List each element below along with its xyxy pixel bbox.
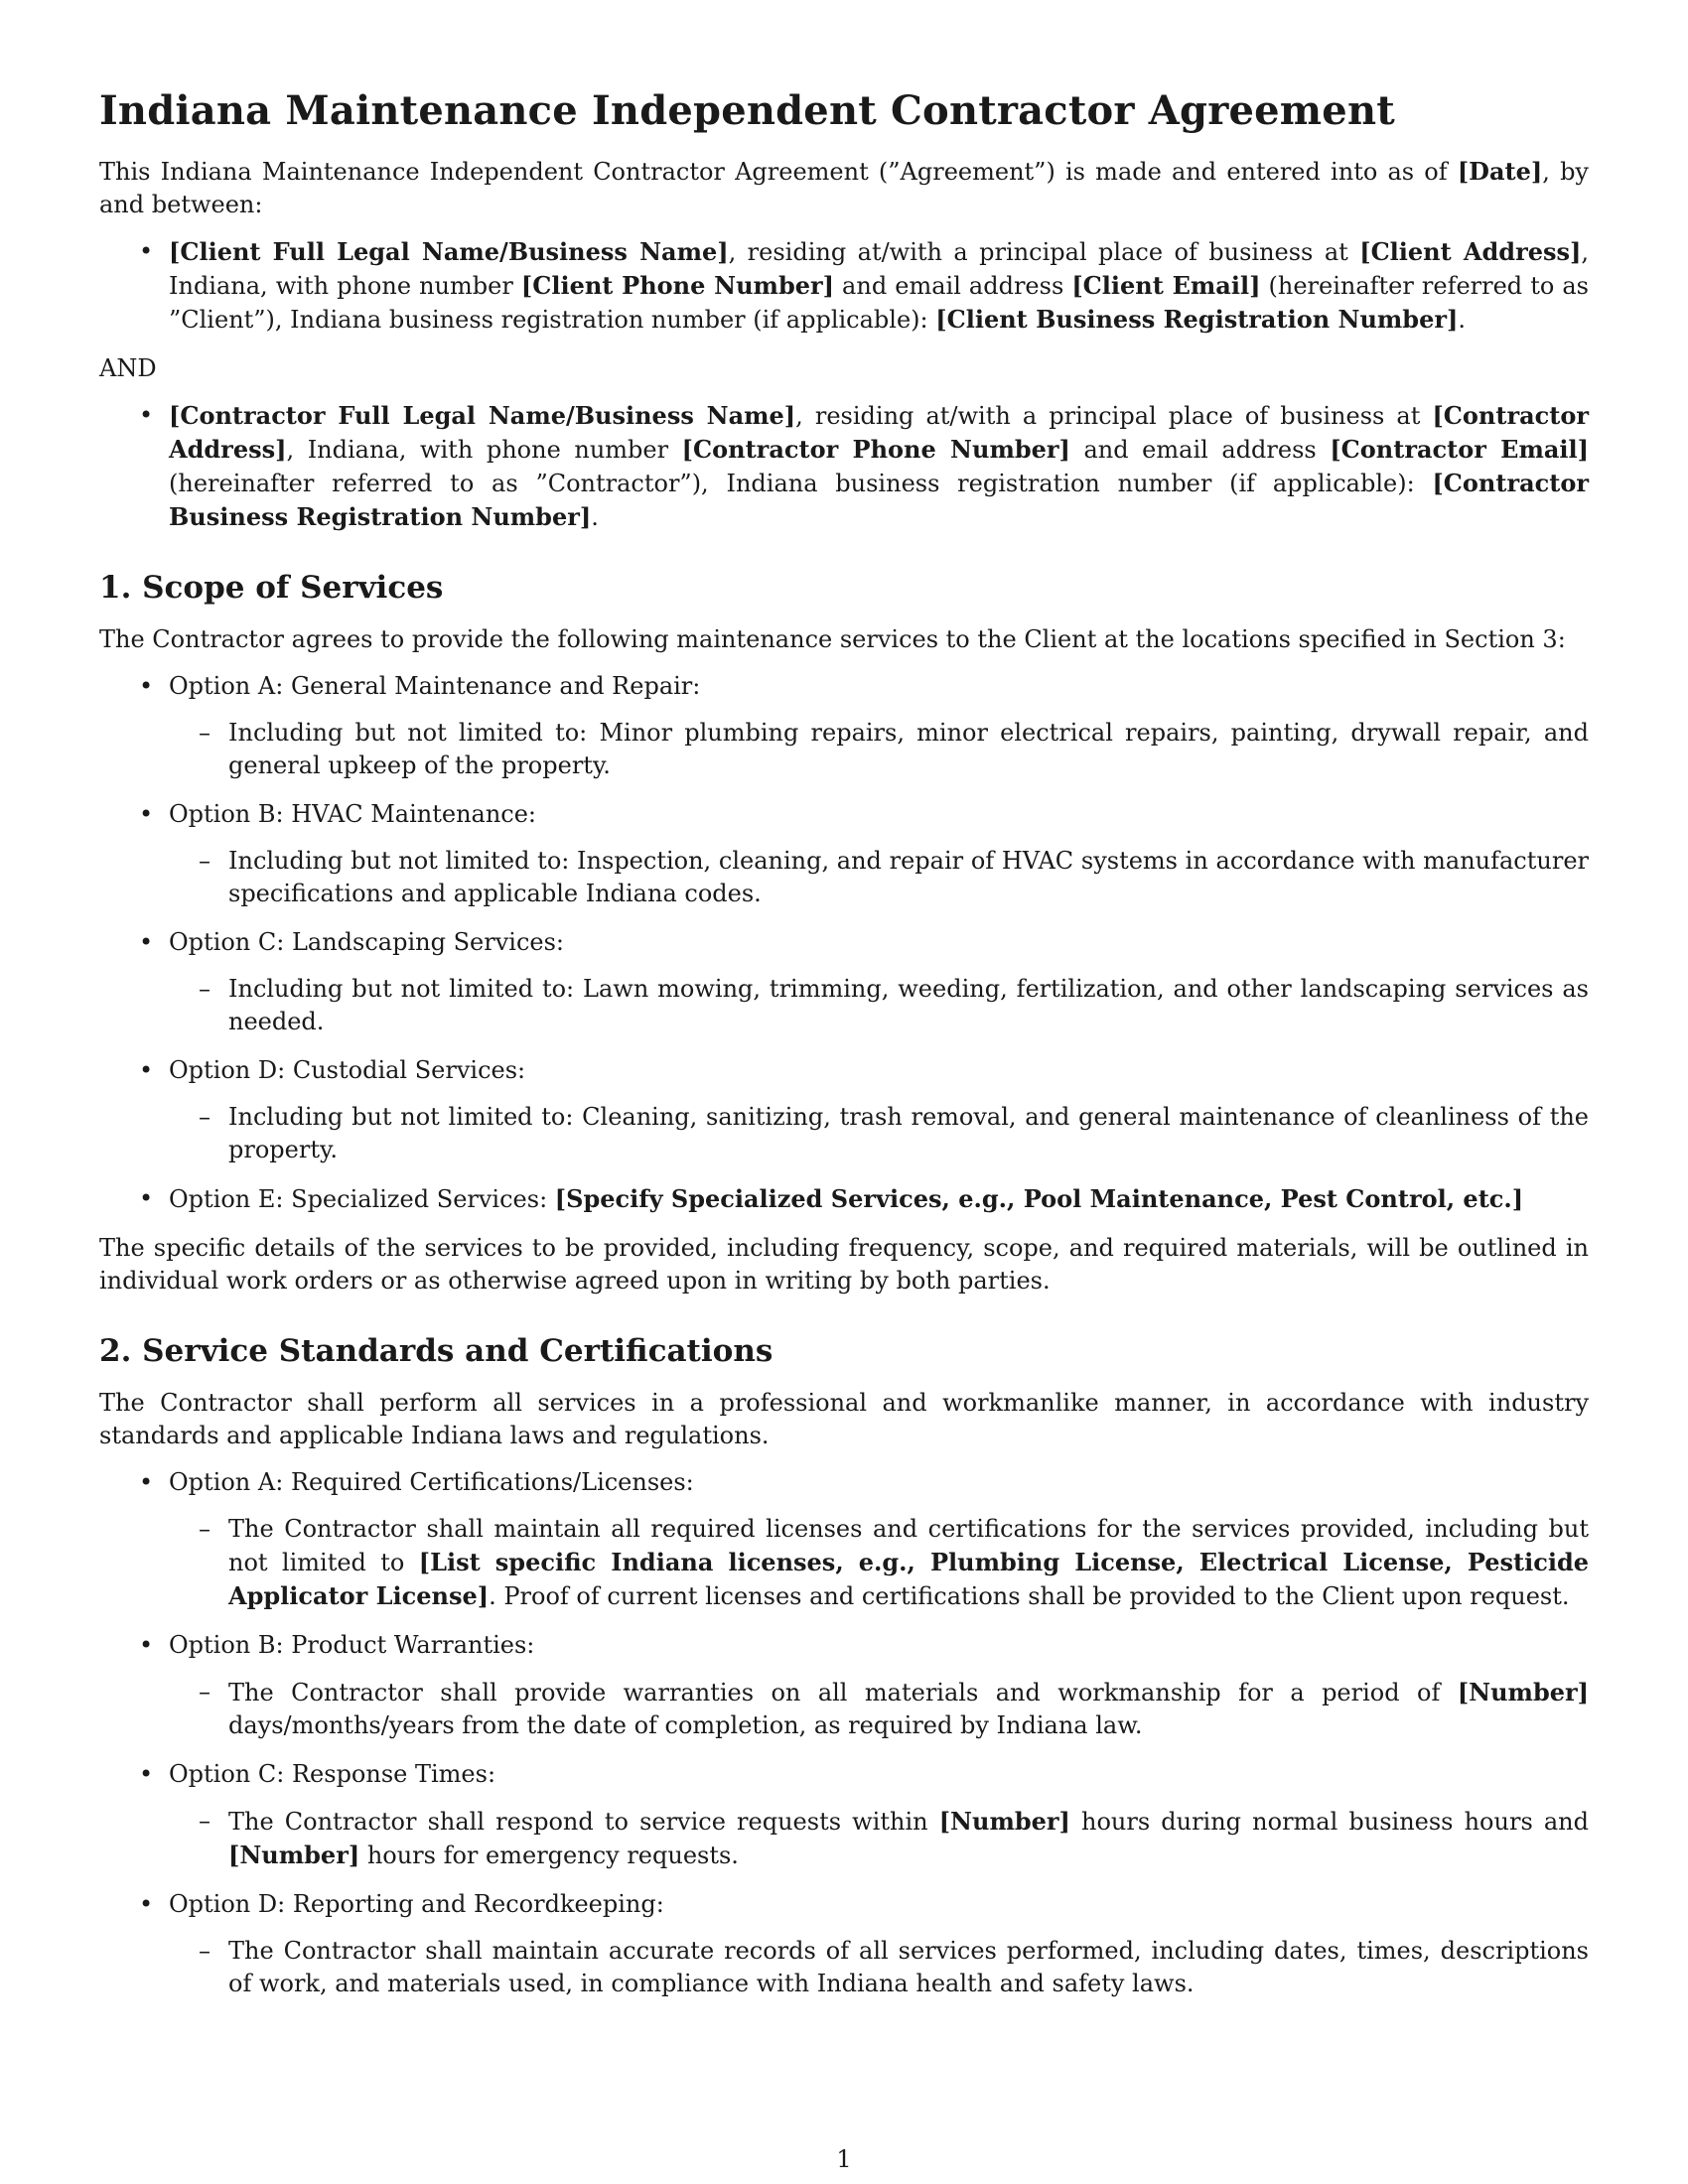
client-party-list: [99, 235, 1589, 337]
option-item: • Option C: Response Times: – The Contractor shall respond to service requests within [Number] hours during normal business hours and [Number] hours for emergency requests.: [99, 1758, 1589, 1872]
option-item: • Option B: Product Warranties: – The Contractor shall provide warranties on all materials and workmanship for a period of [Number] days/months/years from the date of completion, as required by Indiana law.: [99, 1629, 1589, 1742]
option-item: • Option D: Reporting and Recordkeeping: – The Contractor shall maintain accurate records of all services performed, including dates, times, descriptions of work, and materials used, in compliance with Indiana health and safety laws.: [99, 1888, 1589, 2000]
contractor-party: • [Contractor Full Legal Name/Business Name], residing at/with a principal place of business at [Contractor Address], Indiana, with phone number [Contractor Phone Number] and email address [Contractor Email] (hereinafter referred to as ”Contractor”), Indiana business registration number (if applicable): [Contractor Business Registration Number].: [99, 399, 1589, 534]
option-item: • Option D: Custodial Services: – Including but not limited to: Cleaning, sanitizing, trash removal, and general maintenance of cleanliness of the property.: [99, 1054, 1589, 1166]
option-item: • Option E: Specialized Services: [Specify Specialized Services, e.g., Pool Maintenance, Pest Control, etc.]: [99, 1182, 1589, 1216]
option-detail: – The Contractor shall maintain all required licenses and certifications for the services provided, including but not limited to [List specific Indiana licenses, e.g., Plumbing License, Electrical License, Pesticide Applicator License]. Proof of current licenses and certifications shall be provided to the Client upon request.: [169, 1513, 1589, 1613]
option-detail: – The Contractor shall maintain accurate records of all services performed, including dates, times, descriptions of work, and materials used, in compliance with Indiana health and safety laws.: [169, 1935, 1589, 2000]
option-detail: – The Contractor shall provide warranties on all materials and workmanship for a period of [Number] days/months/years from the date of completion, as required by Indiana law.: [169, 1676, 1589, 1742]
option-detail: – Including but not limited to: Lawn mowing, trimming, weeding, fertilization, and other landscaping services as needed.: [169, 973, 1589, 1038]
section-1-outro: The specific details of the services to be provided, including frequency, scope, and required materials, will be outlined in individual work orders or as otherwise agreed upon in writing by both parties.: [99, 1234, 1589, 1295]
page-number: 1: [836, 2145, 852, 2173]
section-2-intro: The Contractor shall perform all services in a professional and workmanlike manner, in accordance with industry standards and applicable Indiana laws and regulations.: [99, 1389, 1589, 1449]
document-title: Indiana Maintenance Independent Contractor Agreement: [99, 87, 1395, 134]
intro-paragraph: This Indiana Maintenance Independent Contractor Agreement (”Agreement”) is made and entered into as of [Date], by and between:: [99, 157, 1589, 218]
section-1-heading: 1. Scope of Services: [99, 570, 444, 606]
option-detail: – The Contractor shall respond to service requests within [Number] hours during normal business hours and [Number] hours for emergency requests.: [169, 1805, 1589, 1872]
document-page: [99, 87, 1589, 2016]
option-item: • Option B: HVAC Maintenance: – Including but not limited to: Inspection, cleaning, and repair of HVAC systems in accordance with manufacturer specifications and applicable Indiana codes.: [99, 798, 1589, 910]
section-2-heading: 2. Service Standards and Certifications: [99, 1333, 774, 1369]
client-party: • [Client Full Legal Name/Business Name], residing at/with a principal place of business at [Client Address], Indiana, with phone number [Client Phone Number] and email address [Client Email] (hereinafter referred to as ”Client”), Indiana business registration number (if applicable): [Client Business Registration Number].: [99, 235, 1589, 337]
section-1-intro: The Contractor agrees to provide the following maintenance services to the Client at the locations specified in Section 3:: [99, 625, 1566, 653]
contractor-party-list: [99, 399, 1589, 534]
option-detail: – Including but not limited to: Minor plumbing repairs, minor electrical repairs, painting, drywall repair, and general upkeep of the property.: [169, 717, 1589, 782]
option-detail: – Including but not limited to: Inspection, cleaning, and repair of HVAC systems in accordance with manufacturer specifications and applicable Indiana codes.: [169, 845, 1589, 910]
option-item: • Option C: Landscaping Services: – Including but not limited to: Lawn mowing, trimming, weeding, fertilization, and other landscaping services as needed.: [99, 926, 1589, 1038]
and-separator: AND: [99, 354, 157, 382]
date-placeholder: [Date]: [1457, 157, 1543, 186]
section-1-options: [99, 670, 1589, 1216]
option-item: • Option A: General Maintenance and Repair: – Including but not limited to: Minor plumbing repairs, minor electrical repairs, painting, drywall repair, and general upkeep of the property.: [99, 670, 1589, 782]
section-2-options: [99, 1466, 1589, 2000]
option-item: • Option A: Required Certifications/Licenses: – The Contractor shall maintain all required licenses and certifications for the services provided, including but not limited to [List specific Indiana licenses, e.g., Plumbing License, Electrical License, Pesticide Applicator License]. Proof of current licenses and certifications shall be provided to the Client upon request.: [99, 1466, 1589, 1613]
option-detail: – Including but not limited to: Cleaning, sanitizing, trash removal, and general maintenance of cleanliness of the property.: [169, 1101, 1589, 1166]
